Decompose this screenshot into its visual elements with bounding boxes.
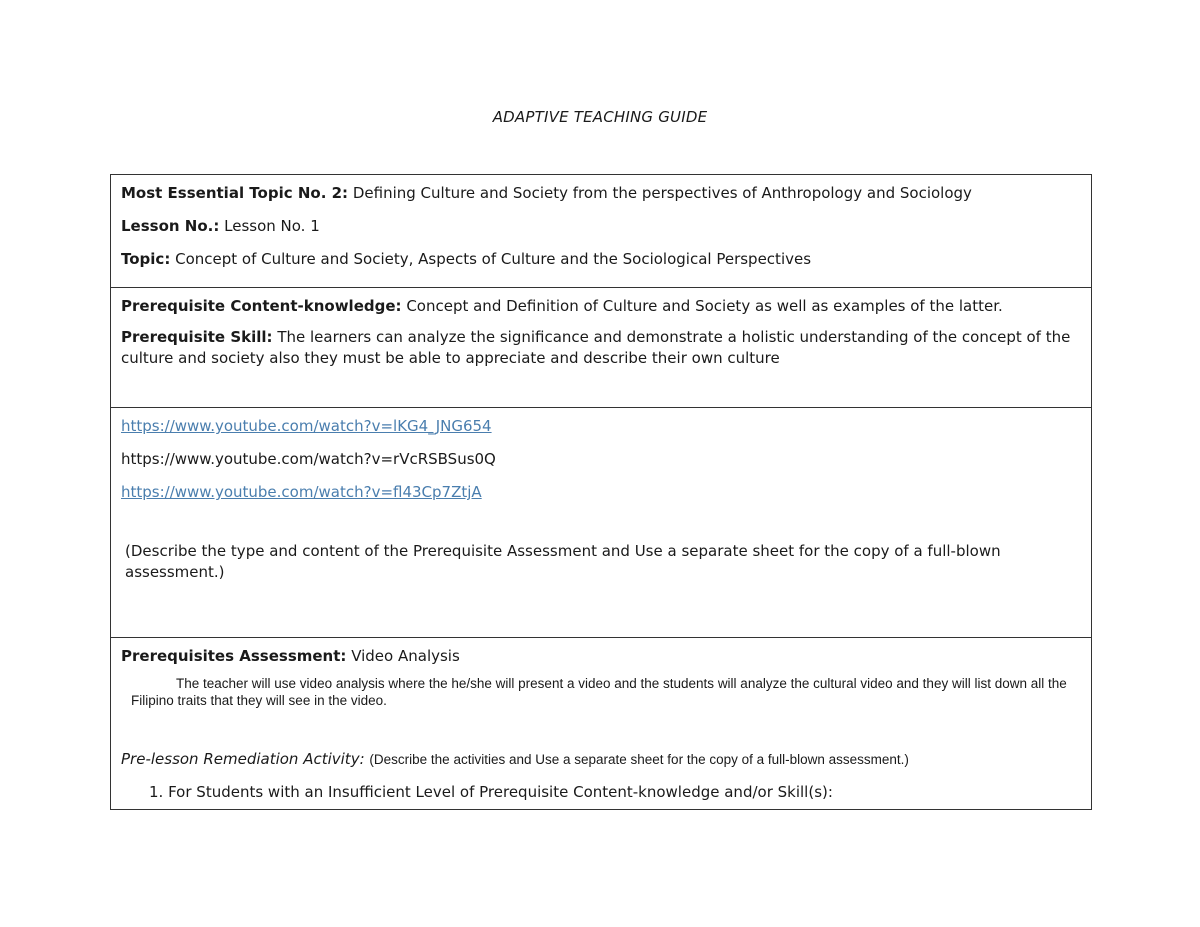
video-url-2: https://www.youtube.com/watch?v=rVcRSBSus0Q bbox=[121, 450, 496, 468]
video-link-1-line bbox=[121, 416, 1081, 437]
content-knowledge-label: Prerequisite Content-knowledge: bbox=[121, 297, 402, 315]
essential-topic-line bbox=[121, 183, 1081, 204]
video-link-1[interactable]: https://www.youtube.com/watch?v=lKG4_JNG654 bbox=[121, 417, 492, 435]
content-knowledge-line bbox=[121, 296, 1081, 317]
assessment-description: The teacher will use video analysis where the he/she will present a video and the students will analyze the cultural video and they will list down all the Filipino traits that they will see in the video. bbox=[131, 676, 1067, 708]
lesson-label: Lesson No.: bbox=[121, 217, 220, 235]
topic-label: Topic: bbox=[121, 250, 171, 268]
resources-section bbox=[111, 407, 1091, 637]
content-knowledge-value: Concept and Definition of Culture and Society as well as examples of the latter. bbox=[406, 297, 1003, 315]
skill-line bbox=[121, 327, 1081, 369]
assessment-label: Prerequisites Assessment: bbox=[121, 647, 347, 665]
topic-section bbox=[111, 175, 1091, 287]
essential-topic-value: Defining Culture and Society from the perspectives of Anthropology and Sociology bbox=[352, 184, 972, 202]
lesson-line bbox=[121, 216, 1081, 237]
assessment-section bbox=[111, 637, 1091, 809]
topic-value: Concept of Culture and Society, Aspects of Culture and the Sociological Perspectives bbox=[175, 250, 812, 268]
remediation-label: Pre-lesson Remediation Activity: bbox=[121, 750, 365, 768]
essential-topic-label: Most Essential Topic No. 2: bbox=[121, 184, 349, 202]
list-item-number: 1. bbox=[149, 783, 164, 801]
remediation-line bbox=[121, 749, 1081, 770]
assessment-instruction-note: (Describe the type and content of the Prerequisite Assessment and Use a separate sheet for the copy of a full-blown assessment.) bbox=[125, 542, 1001, 581]
document-title: ADAPTIVE TEACHING GUIDE bbox=[492, 108, 708, 126]
assessment-line bbox=[121, 646, 1081, 667]
video-link-3-line bbox=[121, 482, 1081, 503]
skill-value: The learners can analyze the significance and demonstrate a holistic understanding of the concept of the culture and society also they must be able to appreciate and describe their own culture bbox=[121, 328, 1071, 367]
skill-label: Prerequisite Skill: bbox=[121, 328, 273, 346]
list-item-text: For Students with an Insufficient Level of Prerequisite Content-knowledge and/or Skill(s): bbox=[168, 783, 833, 801]
lesson-value: Lesson No. 1 bbox=[224, 217, 320, 235]
video-link-3[interactable]: https://www.youtube.com/watch?v=fl43Cp7ZtjA bbox=[121, 483, 482, 501]
teaching-guide-table bbox=[110, 174, 1092, 810]
video-link-2-line bbox=[121, 449, 1081, 470]
list-item bbox=[121, 782, 1081, 803]
topic-line bbox=[121, 249, 1081, 270]
remediation-note: (Describe the activities and Use a separate sheet for the copy of a full-blown assessment.) bbox=[369, 752, 909, 767]
prerequisite-section bbox=[111, 287, 1091, 407]
assessment-value: Video Analysis bbox=[351, 647, 460, 665]
